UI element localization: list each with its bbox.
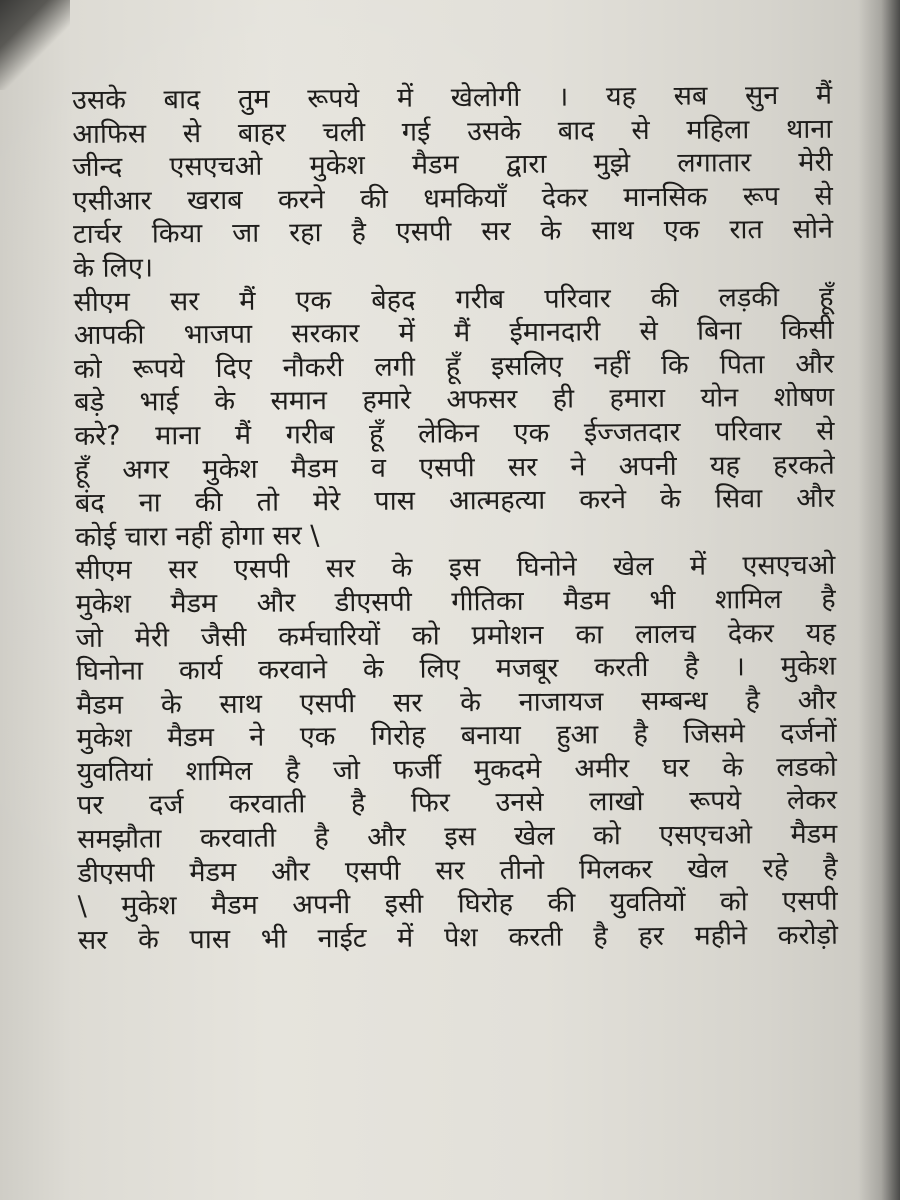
text-line: आफिस से बाहर चली गई उसके बाद से महिला थाना: [72, 113, 833, 150]
text-line: सीएम सर मैं एक बेहद गरीब परिवार की लड़की हूँ: [73, 281, 834, 318]
text-line: जो मेरी जैसी कर्मचारियों को प्रमोशन का लालच देकर यह: [75, 617, 836, 654]
text-line: एसीआर खराब करने की धमकियाँ देकर मानसिक रूप से: [72, 180, 833, 217]
text-line: को रूपये दिए नौकरी लगी हूँ इसलिए नहीं कि पिता और: [73, 348, 835, 385]
text-line: टार्चर किया जा रहा है एसपी सर के साथ एक रात सोने: [72, 214, 834, 251]
text-line: आपकी भाजपा सरकार में मैं ईमानदारी से बिना किसी: [73, 314, 834, 352]
letter-body: [72, 79, 838, 958]
paragraph-2: [73, 280, 835, 554]
text-line: सीएम सर एसपी सर के इस घिनोने खेल में एसएचओ: [75, 549, 836, 587]
text-line: करे? माना मैं गरीब हूँ लेकिन एक ईज्जतदार परिवार से: [74, 415, 835, 452]
text-line: युवतियां शामिल है जो फर्जी मुकदमे अमीर घर के लडको: [76, 751, 837, 788]
paragraph-1: [72, 79, 833, 286]
text-line: उसके बाद तुम रूपये में खेलोगी । यह सब सुन मैं: [72, 79, 833, 116]
page-corner-shadow: [0, 0, 70, 90]
text-line: सर के पास भी नाईट में पेश करती है हर महीने करोड़ो: [77, 919, 839, 956]
text-line: हूँ अगर मुकेश मैडम व एसपी सर ने अपनी यह हरकते: [74, 449, 835, 486]
text-line: \ मुकेश मैडम अपनी इसी घिरोह की युवतियों को एसपी: [77, 885, 838, 923]
text-line: मुकेश मैडम ने एक गिरोह बनाया हुआ है जिसमे दर्जनों: [76, 717, 837, 755]
text-line: बड़े भाई के समान हमारे अफसर ही हमारा योन शोषण: [74, 382, 835, 419]
paragraph-3: [75, 549, 838, 957]
text-line: जीन्द एसएचओ मुकेश मैडम द्वारा मुझे लगातार मेरी: [72, 146, 833, 184]
text-line: बंद ना की तो मेरे पास आत्महत्या करने के सिवा और: [74, 482, 836, 520]
text-line: मुकेश मैडम और डीएसपी गीतिका मैडम भी शामिल है: [75, 583, 836, 620]
text-line: समझौता करवाती है और इस खेल को एसएचओ मैडम: [77, 818, 838, 856]
text-line: घिनोना कार्य करवाने के लिए मजबूर करती है । मुकेश: [75, 650, 837, 688]
page-right-edge-shadow: [858, 0, 900, 1200]
text-line: मैडम के साथ एसपी सर के नाजायज सम्बन्ध है और: [76, 684, 837, 721]
text-line: के लिए।: [73, 252, 154, 284]
text-line: डीएसपी मैडम और एसपी सर तीनो मिलकर खेल रहे है: [77, 852, 838, 889]
text-line: पर दर्ज करवाती है फिर उनसे लाखो रूपये लेकर: [76, 785, 838, 822]
text-line: कोई चारा नहीं होगा सर \: [75, 520, 320, 553]
